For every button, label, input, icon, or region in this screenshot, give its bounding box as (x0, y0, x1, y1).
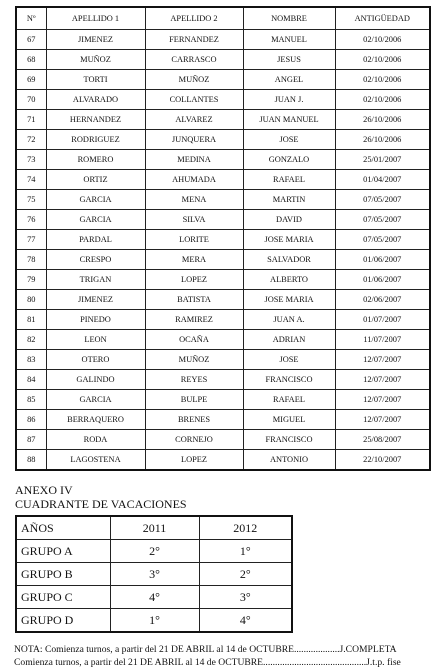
note-line-1: NOTA: Comienza turnos, a partir del 21 DE ABRIL al 14 de OCTUBRE...................J.COMPLETA (14, 644, 397, 655)
cell-surname-2: RAMIREZ (145, 310, 243, 330)
cell-number: 79 (16, 270, 46, 290)
cell-surname-1: TRIGAN (46, 270, 145, 290)
cell-surname-2: LOPEZ (145, 450, 243, 471)
cell-name: GONZALO (243, 150, 335, 170)
cell-surname-2: CARRASCO (145, 50, 243, 70)
annex-heading (15, 483, 187, 511)
staff-seniority-table (15, 6, 431, 471)
table-row (16, 50, 430, 70)
table-row (16, 370, 430, 390)
cell-surname-1: RODA (46, 430, 145, 450)
cell-surname-2: BULPE (145, 390, 243, 410)
table-row (16, 310, 430, 330)
annex-subtitle: CUADRANTE DE VACACIONES (15, 497, 187, 511)
table-row (16, 210, 430, 230)
cell-seniority: 01/06/2007 (335, 270, 430, 290)
header-seniority: ANTIGÜEDAD (335, 7, 430, 30)
cell-seniority: 07/05/2007 (335, 190, 430, 210)
cell-seniority: 22/10/2007 (335, 450, 430, 471)
cell-number: 72 (16, 130, 46, 150)
cell-name: JESUS (243, 50, 335, 70)
cell-surname-1: LEON (46, 330, 145, 350)
cell-seniority: 02/10/2006 (335, 30, 430, 50)
table-row (16, 90, 430, 110)
cell-name: JOSE MARIA (243, 290, 335, 310)
table-row (16, 390, 430, 410)
cell-group: GRUPO D (16, 609, 110, 633)
cell-surname-2: JUNQUERA (145, 130, 243, 150)
cell-number: 78 (16, 250, 46, 270)
cell-surname-2: OCAÑA (145, 330, 243, 350)
cell-surname-1: LAGOSTENA (46, 450, 145, 471)
cell-2011: 4° (110, 586, 199, 609)
cell-number: 76 (16, 210, 46, 230)
cell-seniority: 12/07/2007 (335, 390, 430, 410)
cell-name: ANGEL (243, 70, 335, 90)
header-year-2012: 2012 (199, 516, 292, 540)
cell-surname-1: TORTI (46, 70, 145, 90)
cell-number: 73 (16, 150, 46, 170)
header-name: NOMBRE (243, 7, 335, 30)
cell-surname-2: BATISTA (145, 290, 243, 310)
cell-number: 82 (16, 330, 46, 350)
cell-surname-2: COLLANTES (145, 90, 243, 110)
cell-name: JOSE MARIA (243, 230, 335, 250)
cell-seniority: 02/10/2006 (335, 90, 430, 110)
vacation-row (16, 609, 292, 633)
cell-seniority: 02/10/2006 (335, 70, 430, 90)
cell-surname-2: LORITE (145, 230, 243, 250)
cell-seniority: 07/05/2007 (335, 230, 430, 250)
cell-2012: 2° (199, 563, 292, 586)
cell-surname-1: PARDAL (46, 230, 145, 250)
cell-number: 68 (16, 50, 46, 70)
cell-surname-2: MUÑOZ (145, 70, 243, 90)
cell-seniority: 25/01/2007 (335, 150, 430, 170)
cell-seniority: 02/10/2006 (335, 50, 430, 70)
table-row (16, 170, 430, 190)
cell-name: MIGUEL (243, 410, 335, 430)
cell-surname-1: HERNANDEZ (46, 110, 145, 130)
header-number: Nº (16, 7, 46, 30)
cell-seniority: 12/07/2007 (335, 410, 430, 430)
annex-title: ANEXO IV (15, 483, 73, 497)
header-surname-2: APELLIDO 2 (145, 7, 243, 30)
cell-number: 75 (16, 190, 46, 210)
cell-name: FRANCISCO (243, 430, 335, 450)
cell-name: FRANCISCO (243, 370, 335, 390)
cell-surname-2: FERNANDEZ (145, 30, 243, 50)
cell-2011: 1° (110, 609, 199, 633)
vacation-schedule-table (15, 515, 293, 633)
cell-group: GRUPO A (16, 540, 110, 563)
cell-surname-1: BERRAQUERO (46, 410, 145, 430)
cell-number: 74 (16, 170, 46, 190)
cell-name: MARTIN (243, 190, 335, 210)
cell-seniority: 25/08/2007 (335, 430, 430, 450)
cell-name: JUAN J. (243, 90, 335, 110)
cell-2012: 3° (199, 586, 292, 609)
cell-seniority: 12/07/2007 (335, 370, 430, 390)
cell-number: 67 (16, 30, 46, 50)
table-header-row (16, 7, 430, 30)
cell-name: JOSE (243, 350, 335, 370)
cell-number: 77 (16, 230, 46, 250)
cell-surname-2: LOPEZ (145, 270, 243, 290)
cell-surname-2: AHUMADA (145, 170, 243, 190)
cell-seniority: 26/10/2006 (335, 110, 430, 130)
cell-name: RAFAEL (243, 170, 335, 190)
table-row (16, 430, 430, 450)
cell-surname-2: MEDINA (145, 150, 243, 170)
table-body (16, 30, 430, 471)
cell-surname-1: GARCIA (46, 190, 145, 210)
table-row (16, 270, 430, 290)
cell-seniority: 02/06/2007 (335, 290, 430, 310)
vacation-row (16, 586, 292, 609)
cell-surname-1: CRESPO (46, 250, 145, 270)
table-row (16, 230, 430, 250)
cell-surname-2: MUÑOZ (145, 350, 243, 370)
table-row (16, 130, 430, 150)
cell-surname-1: ROMERO (46, 150, 145, 170)
cell-seniority: 07/05/2007 (335, 210, 430, 230)
cell-name: SALVADOR (243, 250, 335, 270)
table-row (16, 350, 430, 370)
cell-name: ANTONIO (243, 450, 335, 471)
cell-surname-1: ORTIZ (46, 170, 145, 190)
cell-seniority: 26/10/2006 (335, 130, 430, 150)
cell-surname-2: SILVA (145, 210, 243, 230)
cell-number: 83 (16, 350, 46, 370)
header-years: AÑOS (16, 516, 110, 540)
cell-number: 71 (16, 110, 46, 130)
cell-number: 80 (16, 290, 46, 310)
cell-surname-1: JIMENEZ (46, 30, 145, 50)
cell-group: GRUPO B (16, 563, 110, 586)
table-row (16, 150, 430, 170)
table-row (16, 290, 430, 310)
header-year-2011: 2011 (110, 516, 199, 540)
cell-number: 85 (16, 390, 46, 410)
cell-name: ADRIAN (243, 330, 335, 350)
vacation-row (16, 563, 292, 586)
vacation-row (16, 540, 292, 563)
cell-name: RAFAEL (243, 390, 335, 410)
cell-name: DAVID (243, 210, 335, 230)
cell-2012: 1° (199, 540, 292, 563)
table-row (16, 30, 430, 50)
cell-surname-1: JIMENEZ (46, 290, 145, 310)
cell-surname-1: RODRIGUEZ (46, 130, 145, 150)
table-row (16, 450, 430, 471)
vacation-table-body (16, 540, 292, 633)
cell-seniority: 12/07/2007 (335, 350, 430, 370)
cell-2012: 4° (199, 609, 292, 633)
cell-surname-1: PINEDO (46, 310, 145, 330)
header-surname-1: APELLIDO 1 (46, 7, 145, 30)
cell-number: 84 (16, 370, 46, 390)
table-row (16, 330, 430, 350)
table-row (16, 70, 430, 90)
cell-surname-1: GARCIA (46, 390, 145, 410)
cell-2011: 2° (110, 540, 199, 563)
cell-seniority: 01/07/2007 (335, 310, 430, 330)
cell-number: 86 (16, 410, 46, 430)
cell-name: MANUEL (243, 30, 335, 50)
cell-number: 70 (16, 90, 46, 110)
table-row (16, 190, 430, 210)
cell-2011: 3° (110, 563, 199, 586)
cell-name: ALBERTO (243, 270, 335, 290)
cell-surname-2: MERA (145, 250, 243, 270)
cell-surname-1: ALVARADO (46, 90, 145, 110)
cell-seniority: 01/04/2007 (335, 170, 430, 190)
cell-number: 88 (16, 450, 46, 471)
cell-surname-1: GARCIA (46, 210, 145, 230)
cell-surname-1: MUÑOZ (46, 50, 145, 70)
cell-seniority: 11/07/2007 (335, 330, 430, 350)
cell-surname-2: REYES (145, 370, 243, 390)
cell-group: GRUPO C (16, 586, 110, 609)
cell-number: 87 (16, 430, 46, 450)
table-row (16, 250, 430, 270)
cell-number: 69 (16, 70, 46, 90)
vacation-header-row (16, 516, 292, 540)
cell-surname-2: ALVAREZ (145, 110, 243, 130)
table-row (16, 410, 430, 430)
cell-surname-1: OTERO (46, 350, 145, 370)
table-row (16, 110, 430, 130)
cell-surname-2: MENA (145, 190, 243, 210)
cell-surname-2: CORNEJO (145, 430, 243, 450)
cell-name: JUAN MANUEL (243, 110, 335, 130)
cell-surname-1: GALINDO (46, 370, 145, 390)
cell-surname-2: BRENES (145, 410, 243, 430)
cell-name: JUAN A. (243, 310, 335, 330)
cell-name: JOSE (243, 130, 335, 150)
note-line-2: Comienza turnos, a partir del 21 DE ABRIL al 14 de OCTUBRE...........................................J.t.p. fise (14, 657, 401, 668)
cell-number: 81 (16, 310, 46, 330)
cell-seniority: 01/06/2007 (335, 250, 430, 270)
